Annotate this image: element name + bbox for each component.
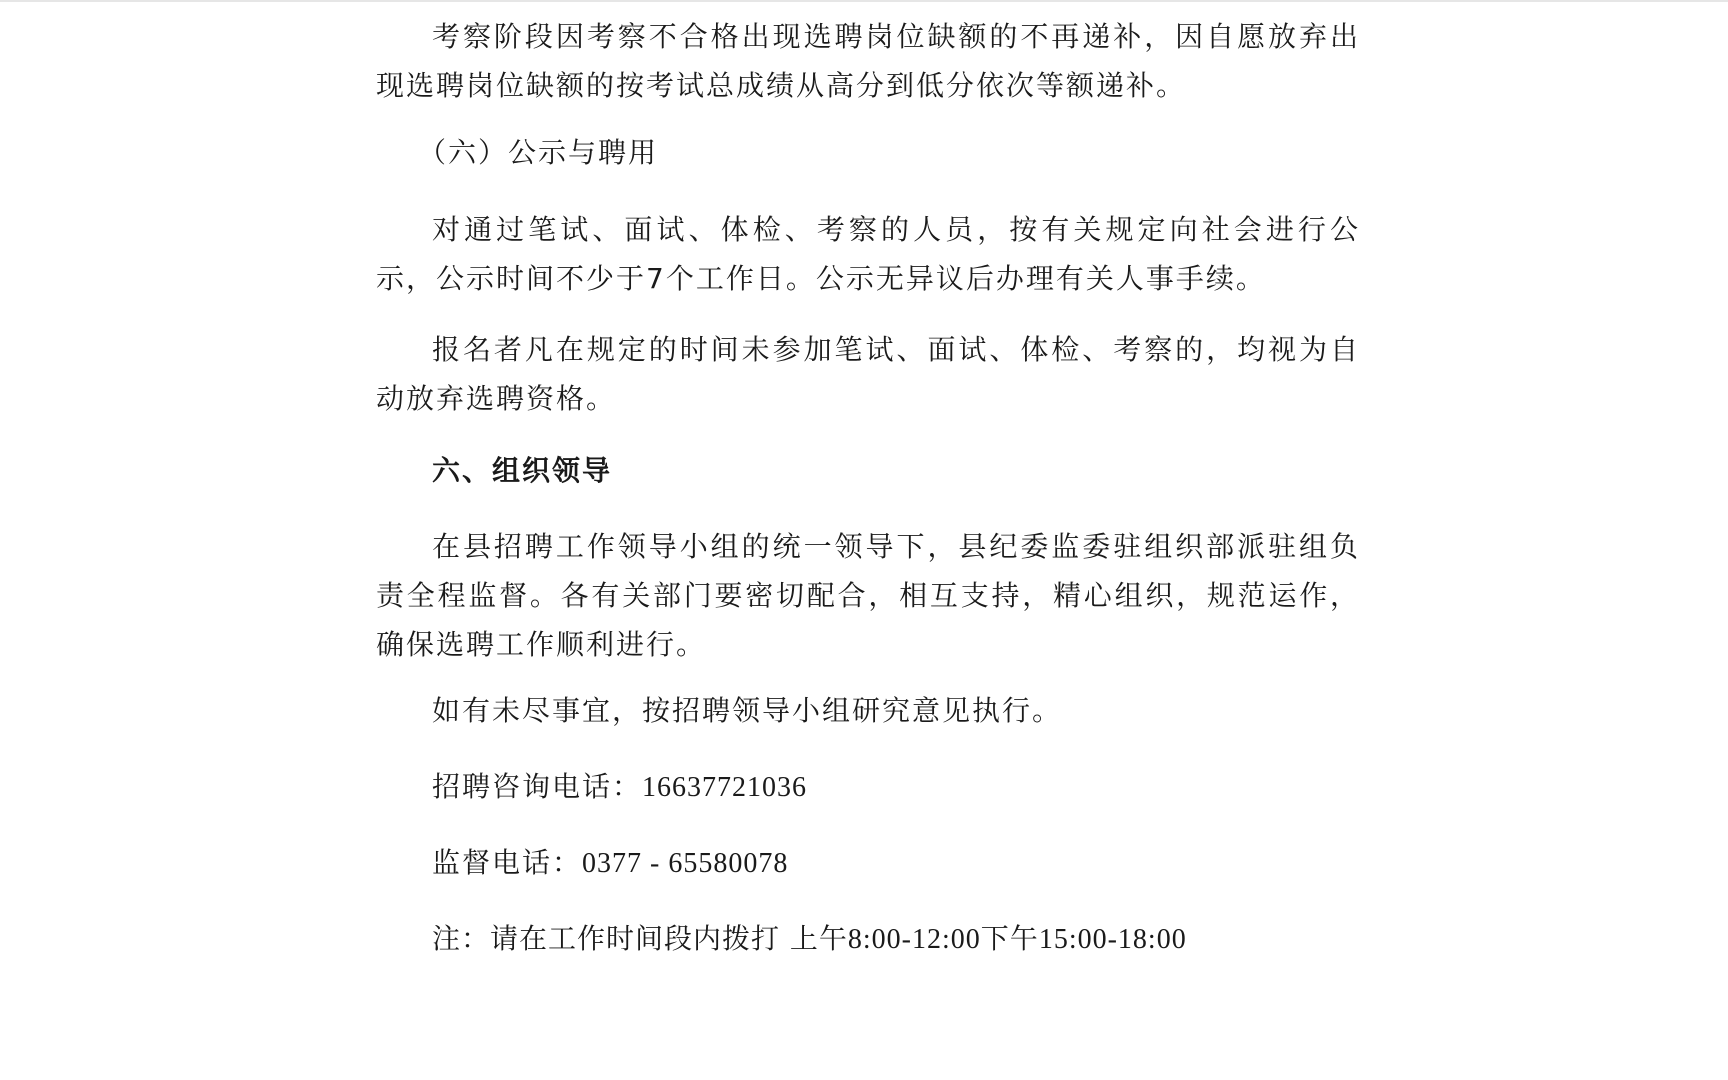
- note-morning-hours: 8:00-12:00: [847, 924, 981, 955]
- consult-phone-line: [376, 762, 1360, 812]
- note-afternoon-label: 下午: [980, 922, 1039, 955]
- paragraph-other-matters: 如有未尽事宜，按招聘领导小组研究意见执行。: [432, 694, 1063, 727]
- consult-phone-number: 16637721036: [642, 772, 808, 803]
- section-heading-leadership: 六、组织领导: [432, 454, 613, 487]
- supervise-phone-number: 0377 - 65580078: [582, 848, 789, 879]
- paragraph-supervision: 在县招聘工作领导小组的统一领导下，县纪委监委驻组织部派驻组负责全程监督。各有关部门要密切配合，相互支持，精心组织，规范运作，确保选聘工作顺利进行。: [376, 530, 1360, 661]
- note-afternoon-hours: 15:00-18:00: [1038, 924, 1187, 955]
- top-divider: [0, 0, 1728, 2]
- supervise-phone-line: [376, 838, 1360, 888]
- section-heading-publicity: （六）公示与聘用: [418, 136, 659, 169]
- consult-phone-label: 招聘咨询电话：: [432, 770, 643, 803]
- paragraph-absence: 报名者凡在规定的时间未参加笔试、面试、体检、考察的，均视为自动放弃选聘资格。: [376, 333, 1360, 415]
- paragraph-examination-vacancy: 考察阶段因考察不合格出现选聘岗位缺额的不再递补，因自愿放弃出现选聘岗位缺额的按考试总成绩从高分到低分依次等额递补。: [376, 20, 1360, 102]
- supervise-phone-label: 监督电话：: [432, 846, 583, 879]
- paragraph-publicity: 对通过笔试、面试、体检、考察的人员，按有关规定向社会进行公示，公示时间不少于7个工作日。公示无异议后办理有关人事手续。: [376, 213, 1360, 295]
- note-label: 注：请在工作时间段内拨打 上午: [432, 922, 848, 955]
- note-line: [376, 914, 1360, 964]
